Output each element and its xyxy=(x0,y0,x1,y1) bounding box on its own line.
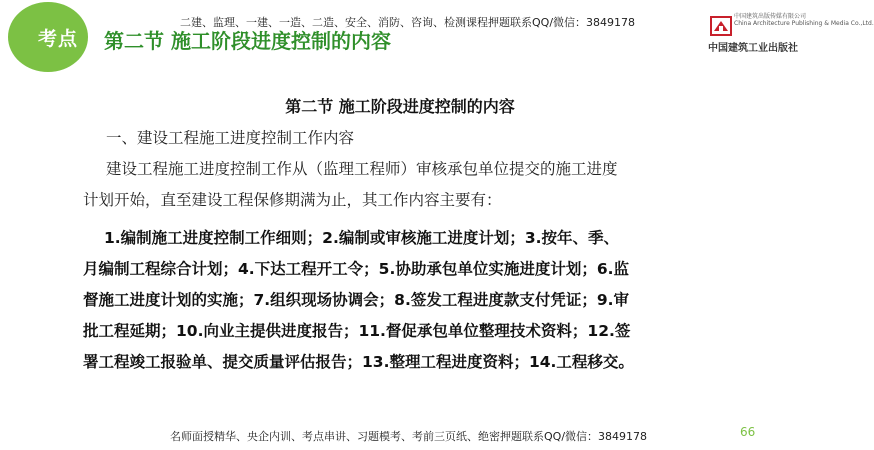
publisher-name-cn: 中国建筑出版传媒有限公司 xyxy=(734,13,807,20)
topic-badge-label: 考点 xyxy=(38,28,79,50)
footer-promo-text: 名师面授精华、央企内训、考点串讲、习题模考、考前三页纸、绝密押题联系QQ/微信：3849178 xyxy=(170,430,648,443)
publisher-logo-icon xyxy=(710,16,732,36)
page-number: 66 xyxy=(740,425,756,439)
intro-line: 计划开始，直至建设工程保修期满为止，其工作内容主要有： xyxy=(83,191,502,209)
work-item-line: 月编制工程综合计划；4.下达工程开工令；5.协助承包单位实施进度计划；6.监 xyxy=(83,260,630,278)
publisher-name-en: China Architecture Publishing & Media Co.,Ltd. xyxy=(734,20,874,27)
intro-line: 建设工程施工进度控制工作从（监理工程师）审核承包单位提交的施工进度 xyxy=(106,160,618,178)
publisher-name xyxy=(734,13,874,27)
header-promo-text: 二建、监理、一建、一造、二造、安全、消防、咨询、检测课程押题联系QQ/微信：3849178 xyxy=(180,16,636,29)
sub-heading: 一、建设工程施工进度控制工作内容 xyxy=(106,129,355,147)
section-heading: 第二节 施工阶段进度控制的内容 xyxy=(285,97,515,116)
work-item-line: 督施工进度计划的实施；7.组织现场协调会；8.签发工程进度款支付凭证；9.审 xyxy=(83,291,630,309)
publisher-wordmark: 中国建筑工业出版社 xyxy=(708,43,798,54)
header-title: 第二节 施工阶段进度控制的内容 xyxy=(104,29,391,53)
work-item-line: 1.编制施工进度控制工作细则；2.编制或审核施工进度计划；3.按年、季、 xyxy=(104,229,620,247)
work-item-line: 署工程竣工报验单、提交质量评估报告；13.整理工程进度资料；14.工程移交。 xyxy=(83,353,634,371)
work-item-line: 批工程延期；10.向业主提供进度报告；11.督促承包单位整理技术资料；12.签 xyxy=(83,322,631,340)
